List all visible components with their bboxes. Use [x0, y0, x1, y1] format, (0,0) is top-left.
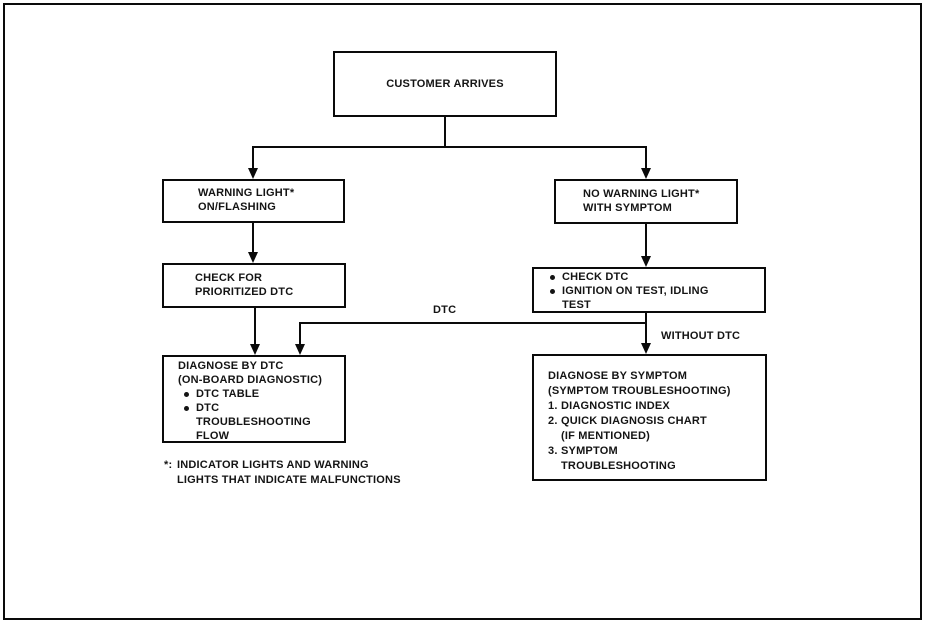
diagnose-by-dtc-bullet-1-line1: DTC TABLE: [196, 388, 260, 400]
diagnose-by-symptom-heading1: DIAGNOSE BY SYMPTOM: [548, 370, 688, 382]
diagnose-by-symptom-item-1: [548, 399, 763, 414]
footnote-line2: LIGHTS THAT INDICATE MALFUNCTIONS: [177, 473, 401, 486]
connector-to-warning-light: [252, 146, 254, 170]
list-number: 1.: [548, 400, 558, 412]
check-dtc-bullet-1-line1: CHECK DTC: [562, 271, 629, 283]
node-check-prioritized-dtc: [162, 263, 346, 308]
footnote: [164, 458, 401, 487]
connector-prioritized-to-diagnose-dtc: [254, 308, 256, 346]
node-check-prioritized-dtc-line2: PRIORITIZED DTC: [195, 286, 294, 298]
connector-dtc-horizontal: [299, 322, 647, 324]
edge-label-without-dtc: WITHOUT DTC: [661, 330, 741, 342]
diagnose-by-symptom-item-3-line2: TROUBLESHOOTING: [561, 460, 676, 472]
diagnose-by-dtc-bullet-2-line1: DTC: [196, 402, 220, 414]
arrow-down-icon: [248, 168, 258, 179]
diagnose-by-dtc-bullet-2-line3: FLOW: [196, 430, 230, 442]
node-customer-arrives-label: CUSTOMER ARRIVES: [386, 78, 504, 90]
node-no-warning-light-line2: WITH SYMPTOM: [583, 202, 672, 214]
arrow-down-icon: [248, 252, 258, 263]
check-dtc-bullet-2-line1: IGNITION ON TEST, IDLING: [562, 285, 709, 297]
diagnose-by-dtc-bullet-1: [184, 387, 342, 401]
footnote-marker: *:: [164, 459, 173, 471]
arrow-down-icon: [641, 168, 651, 179]
bullet-icon: [184, 401, 196, 411]
diagnose-by-dtc-bullet-2-line2: TROUBLESHOOTING: [196, 416, 311, 428]
bullet-icon: [550, 270, 562, 280]
diagnose-by-symptom-item-2-line2: (IF MENTIONED): [561, 430, 650, 442]
check-dtc-bullet-1: [550, 270, 762, 284]
connector-to-check-dtc: [645, 223, 647, 258]
node-check-prioritized-dtc-line1: CHECK FOR: [195, 272, 263, 284]
bullet-icon: [184, 387, 196, 397]
edge-label-dtc: DTC: [433, 304, 457, 316]
node-no-warning-light: [554, 179, 738, 224]
diagnose-by-dtc-heading1: DIAGNOSE BY DTC: [178, 360, 284, 372]
arrow-down-icon: [641, 343, 651, 354]
diagnose-by-symptom-heading2: (SYMPTOM TROUBLESHOOTING): [548, 385, 731, 397]
node-diagnose-by-dtc: [162, 355, 346, 443]
connector-to-no-warning-light: [645, 146, 647, 170]
connector-customer-down: [444, 117, 446, 147]
diagnose-by-symptom-item-2-line1: QUICK DIAGNOSIS CHART: [561, 415, 707, 427]
node-no-warning-light-line1: NO WARNING LIGHT*: [583, 188, 700, 200]
connector-to-diagnose-symptom: [645, 312, 647, 345]
footnote-line1: INDICATOR LIGHTS AND WARNING: [177, 459, 369, 471]
list-number: 3.: [548, 445, 558, 457]
diagnose-by-dtc-heading2: (ON-BOARD DIAGNOSTIC): [178, 374, 323, 386]
check-dtc-bullet-2-line2: TEST: [562, 299, 591, 311]
check-dtc-bullet-2: [550, 284, 762, 312]
diagnose-by-symptom-item-3-line1: SYMPTOM: [561, 445, 618, 457]
diagnose-by-symptom-item-2: [548, 414, 763, 444]
node-diagnose-by-symptom: [532, 354, 767, 481]
diagnose-by-dtc-bullet-2: [184, 401, 342, 443]
list-number: 2.: [548, 415, 558, 427]
arrow-down-icon: [250, 344, 260, 355]
connector-dtc-to-diagnose-dtc: [299, 322, 301, 346]
node-customer-arrives: [333, 51, 557, 117]
connector-to-check-prioritized: [252, 222, 254, 254]
arrow-down-icon: [295, 344, 305, 355]
node-check-dtc: [532, 267, 766, 313]
diagnose-by-symptom-item-3: [548, 444, 763, 474]
node-warning-light-line2: ON/FLASHING: [198, 201, 276, 213]
arrow-down-icon: [641, 256, 651, 267]
diagnose-by-symptom-item-1-line1: DIAGNOSTIC INDEX: [561, 400, 670, 412]
node-warning-light: [162, 179, 345, 223]
bullet-icon: [550, 284, 562, 294]
connector-branch-horizontal: [252, 146, 647, 148]
node-warning-light-line1: WARNING LIGHT*: [198, 187, 295, 199]
